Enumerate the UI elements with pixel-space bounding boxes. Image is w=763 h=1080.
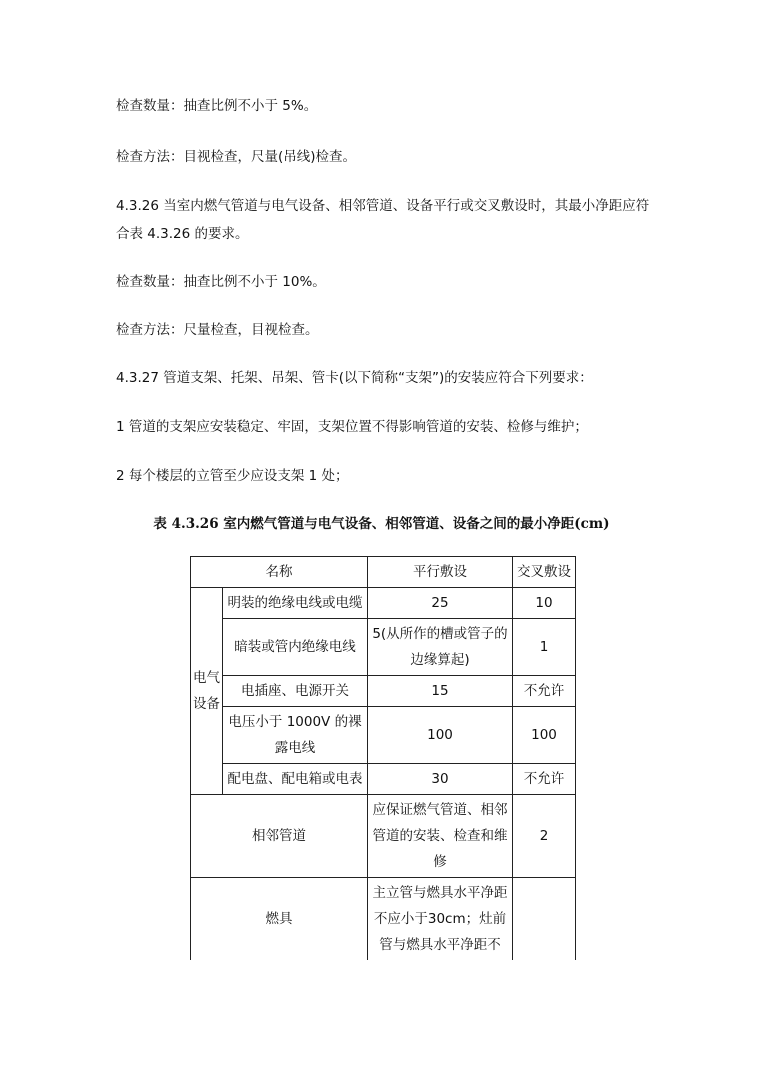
- table-row: [191, 795, 576, 878]
- table-caption: 表 4.3.26 室内燃气管道与电气设备、相邻管道、设备之间的最小净距(cm): [153, 516, 610, 532]
- row-name-appliance: 燃具: [191, 878, 368, 961]
- row-parallel: 5(从所作的槽或管子的边缘算起): [368, 619, 513, 676]
- row-cross-appliance: [513, 878, 576, 961]
- row-cross-adjacent-pipe: 2: [513, 795, 576, 878]
- header-name: 名称: [191, 557, 368, 588]
- row-parallel: 25: [368, 588, 513, 619]
- row-cross: 不允许: [513, 676, 576, 707]
- group-label-electrical: 电气设备: [191, 588, 223, 795]
- table-row: [191, 764, 576, 795]
- table-row: [191, 588, 576, 619]
- row-cross: 100: [513, 707, 576, 764]
- row-note-appliance: 主立管与燃具水平净距不应小于30cm；灶前管与燃具水平净距不: [368, 878, 513, 961]
- paragraph-inspection-method-1: 检查方法：目视检查，尺量(吊线)检查。: [116, 149, 357, 165]
- row-cross: 不允许: [513, 764, 576, 795]
- row-parallel-adjacent-pipe: 应保证燃气管道、相邻管道的安装、检查和维修: [368, 795, 513, 878]
- row-name: 配电盘、配电箱或电表: [223, 764, 368, 795]
- row-name: 暗装或管内绝缘电线: [223, 619, 368, 676]
- row-name: 明装的绝缘电线或电缆: [223, 588, 368, 619]
- paragraph-item-2: 2 每个楼层的立管至少应设支架 1 处；: [116, 468, 349, 484]
- header-cross: 交叉敷设: [513, 557, 576, 588]
- row-parallel: 100: [368, 707, 513, 764]
- row-parallel: 15: [368, 676, 513, 707]
- row-cross: 1: [513, 619, 576, 676]
- row-name: 电压小于 1000V 的裸露电线: [223, 707, 368, 764]
- paragraph-inspection-quantity-1: 检查数量：抽查比例不小于 5%。: [116, 98, 318, 114]
- table-row: [191, 676, 576, 707]
- paragraph-clause-4-3-27: 4.3.27 管道支架、托架、吊架、管卡(以下简称“支架”)的安装应符合下列要求：: [116, 370, 593, 386]
- header-parallel: 平行敷设: [368, 557, 513, 588]
- clearance-table: [190, 556, 576, 960]
- row-parallel: 30: [368, 764, 513, 795]
- paragraph-item-1: 1 管道的支架应安装稳定、牢固，支架位置不得影响管道的安装、检修与维护；: [116, 419, 588, 435]
- paragraph-inspection-method-2: 检查方法：尺量检查，目视检查。: [116, 322, 319, 338]
- row-name-adjacent-pipe: 相邻管道: [191, 795, 368, 878]
- row-cross: 10: [513, 588, 576, 619]
- row-name: 电插座、电源开关: [223, 676, 368, 707]
- paragraph-clause-4-3-26: 4.3.26 当室内燃气管道与电气设备、相邻管道、设备平行或交叉敷设时，其最小净距应符合表 4.3.26 的要求。: [116, 198, 650, 242]
- table-row: [191, 878, 576, 961]
- table-row: [191, 619, 576, 676]
- table-row: [191, 707, 576, 764]
- paragraph-inspection-quantity-2: 检查数量：抽查比例不小于 10%。: [116, 274, 326, 290]
- table-header-row: [191, 557, 576, 588]
